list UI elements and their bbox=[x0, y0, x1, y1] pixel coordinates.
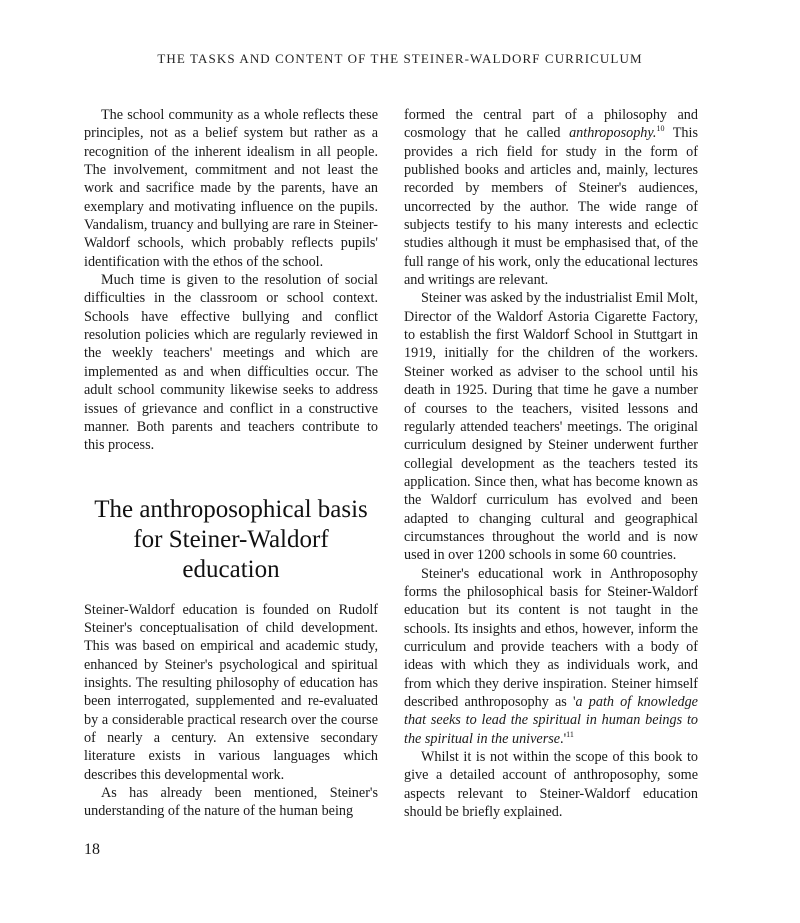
paragraph: Whilst it is not within the scope of this book to give a detailed account of anthroposophy, some aspects relevant to Steiner-Waldorf education should be briefly explained. bbox=[404, 749, 698, 821]
italic-quote: a path of knowledge that seeks to lead the spiritual in human beings to the spiritual in the universe bbox=[404, 694, 698, 747]
italic-term: anthroposophy. bbox=[569, 125, 657, 142]
footnote-ref: 11 bbox=[566, 729, 574, 739]
paragraph: Steiner-Waldorf education is founded on Rudolf Steiner's conceptualisation of child development. This was based on empirical and academic study, enhanced by Steiner's psychological and spiritual insights. The resulting philosophy of education has been interrogated, supplemented and re-evaluated by a considerable practical research over the course of nearly a century. An extensive secondary literature exists in various languages which describes this developmental work. bbox=[84, 601, 378, 783]
paragraph bbox=[404, 106, 698, 289]
paragraph bbox=[404, 565, 698, 748]
text-run: .' bbox=[560, 730, 567, 747]
text-run: Steiner's educational work in Anthroposophy forms the philosophical basis for Steiner-Waldorf education but its content is not taught in the schools. Its insights and ethos, however, inform the curriculum and provide teachers with a body of ideas with which they as individuals work, and from which they derive inspiration. Steiner himself described anthroposophy as ' bbox=[404, 565, 698, 710]
page-number: 18 bbox=[84, 841, 100, 858]
footnote-ref: 10 bbox=[656, 124, 665, 134]
paragraph: The school community as a whole reflects these principles, not as a belief system but rather as a recognition of the inherent idealism in all people. The involvement, commitment and not least the work and sacrifice made by the parents, have an exemplary and motivating influence on the pupils. Vandalism, truancy and bullying are rare in Steiner-Waldorf schools, which probably reflects pupils' identification with the ethos of the school. bbox=[84, 107, 378, 270]
paragraph: Steiner was asked by the industrialist Emil Molt, Director of the Waldorf Astoria Cigarette Factory, to establish the first Waldorf School in Stuttgart in 1919, initially for the children of the workers. Steiner worked as adviser to the school until his death in 1925. During that time he gave a number of courses to the teachers, visited lessons and regularly attended teachers' meetings. The original curriculum designed by Steiner underwent further collegial development as the teachers tested its application. Since then, what has become known as the Waldorf curriculum has evolved and been adapted to changing cultural and geographical circumstances throughout the world and is now used in over 1200 schools in some 60 countries. bbox=[404, 290, 698, 564]
right-column bbox=[404, 106, 698, 821]
running-head: THE TASKS AND CONTENT OF THE STEINER-WALDORF CURRICULUM bbox=[157, 51, 643, 66]
section-heading: The anthroposophical basis for Steiner-Waldorf education bbox=[94, 495, 368, 583]
paragraph: As has already been mentioned, Steiner's understanding of the nature of the human being bbox=[84, 784, 378, 820]
text-run: This provides a rich field for study in the form of published books and articles and, mainly, lectures recorded by members of Steiner's audiences, uncorrected by the author. The wide range of subjects testify to his many interests and eclectic studies although it must be emphasised that, of the full range of his work, only the educational lectures and writings are relevant. bbox=[404, 125, 698, 289]
left-column bbox=[84, 106, 378, 821]
text-run: formed the central part of a philosophy and cosmology that he called bbox=[404, 107, 698, 142]
paragraph: Much time is given to the resolution of social difficulties in the classroom or school context. Schools have effective bullying and conflict resolution policies which are regularly reviewed in the weekly teachers' meetings and which are implemented as and when difficulties occur. The adult school community likewise seeks to address issues of grievance and conflict in a constructive manner. Both parents and teachers contribute to this process. bbox=[84, 272, 378, 454]
